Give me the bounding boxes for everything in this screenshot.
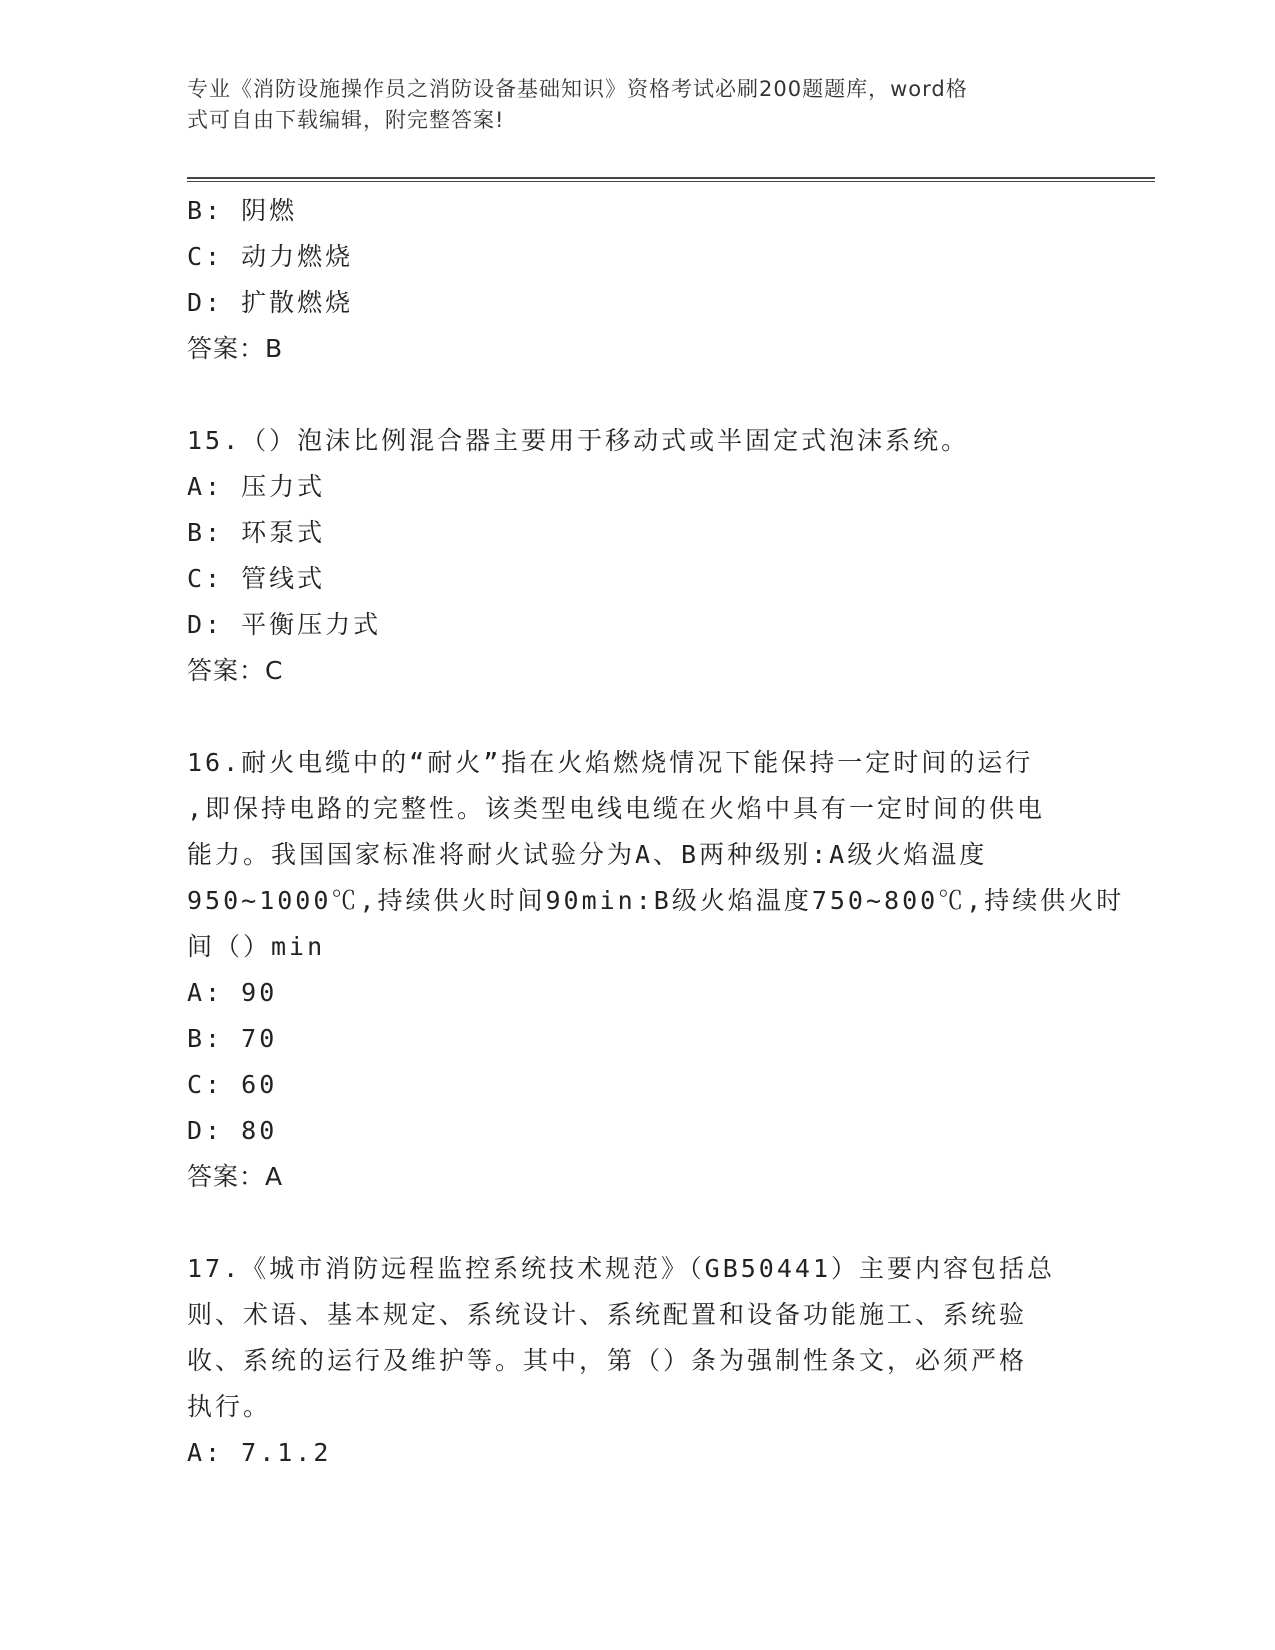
option-d: D: 扩散燃烧 xyxy=(187,288,354,317)
question-stem-line: 17.《城市消防远程监控系统技术规范》（GB50441）主要内容包括总 xyxy=(187,1254,1056,1283)
question-15 xyxy=(187,418,1087,694)
option-a: A: 压力式 xyxy=(187,472,326,501)
option-b: B: 70 xyxy=(187,1024,278,1053)
answer: 答案：C xyxy=(187,656,284,685)
question-stem: 15.（）泡沫比例混合器主要用于移动式或半固定式泡沫系统。 xyxy=(187,426,970,455)
question-17 xyxy=(187,1246,1087,1476)
header-divider-thin xyxy=(187,181,1155,182)
option-b: B: 阴燃 xyxy=(187,196,298,225)
option-c: C: 管线式 xyxy=(187,564,326,593)
option-b: B: 环泵式 xyxy=(187,518,326,547)
header-divider-thick xyxy=(187,177,1155,179)
question-stem-line: 16.耐火电缆中的“耐火”指在火焰燃烧情况下能保持一定时间的运行 xyxy=(187,748,1034,777)
question-list xyxy=(187,188,1125,1476)
question-stem-line: 950~1000℃,持续供火时间90min:B级火焰温度750~800℃,持续供火时 xyxy=(187,886,1125,915)
option-d: D: 80 xyxy=(187,1116,278,1145)
question-stem-line: 能力。我国国家标准将耐火试验分为A、B两种级别:A级火焰温度 xyxy=(187,840,988,869)
option-a: A: 90 xyxy=(187,978,278,1007)
answer: 答案：A xyxy=(187,1162,284,1191)
question-stem-line: 收、系统的运行及维护等。其中，第（）条为强制性条文，必须严格 xyxy=(187,1346,1028,1375)
question-stem-line: 执行。 xyxy=(187,1392,272,1421)
question-16 xyxy=(187,740,1125,1200)
option-a: A: 7.1.2 xyxy=(187,1438,332,1467)
option-c: C: 动力燃烧 xyxy=(187,242,354,271)
answer: 答案：B xyxy=(187,334,284,363)
header-line-2: 式可自由下载编辑，附完整答案! xyxy=(187,108,505,132)
question-14-tail xyxy=(187,188,1087,372)
header-line-1: 专业《消防设施操作员之消防设备基础知识》资格考试必刷200题题库，word格 xyxy=(187,77,968,101)
option-c: C: 60 xyxy=(187,1070,278,1099)
question-stem-line: ,即保持电路的完整性。该类型电线电缆在火焰中具有一定时间的供电 xyxy=(187,794,1046,823)
option-d: D: 平衡压力式 xyxy=(187,610,382,639)
question-stem-line: 则、术语、基本规定、系统设计、系统配置和设备功能施工、系统验 xyxy=(187,1300,1028,1329)
question-stem-line: 间（）min xyxy=(187,932,326,961)
page-header xyxy=(187,74,1067,136)
